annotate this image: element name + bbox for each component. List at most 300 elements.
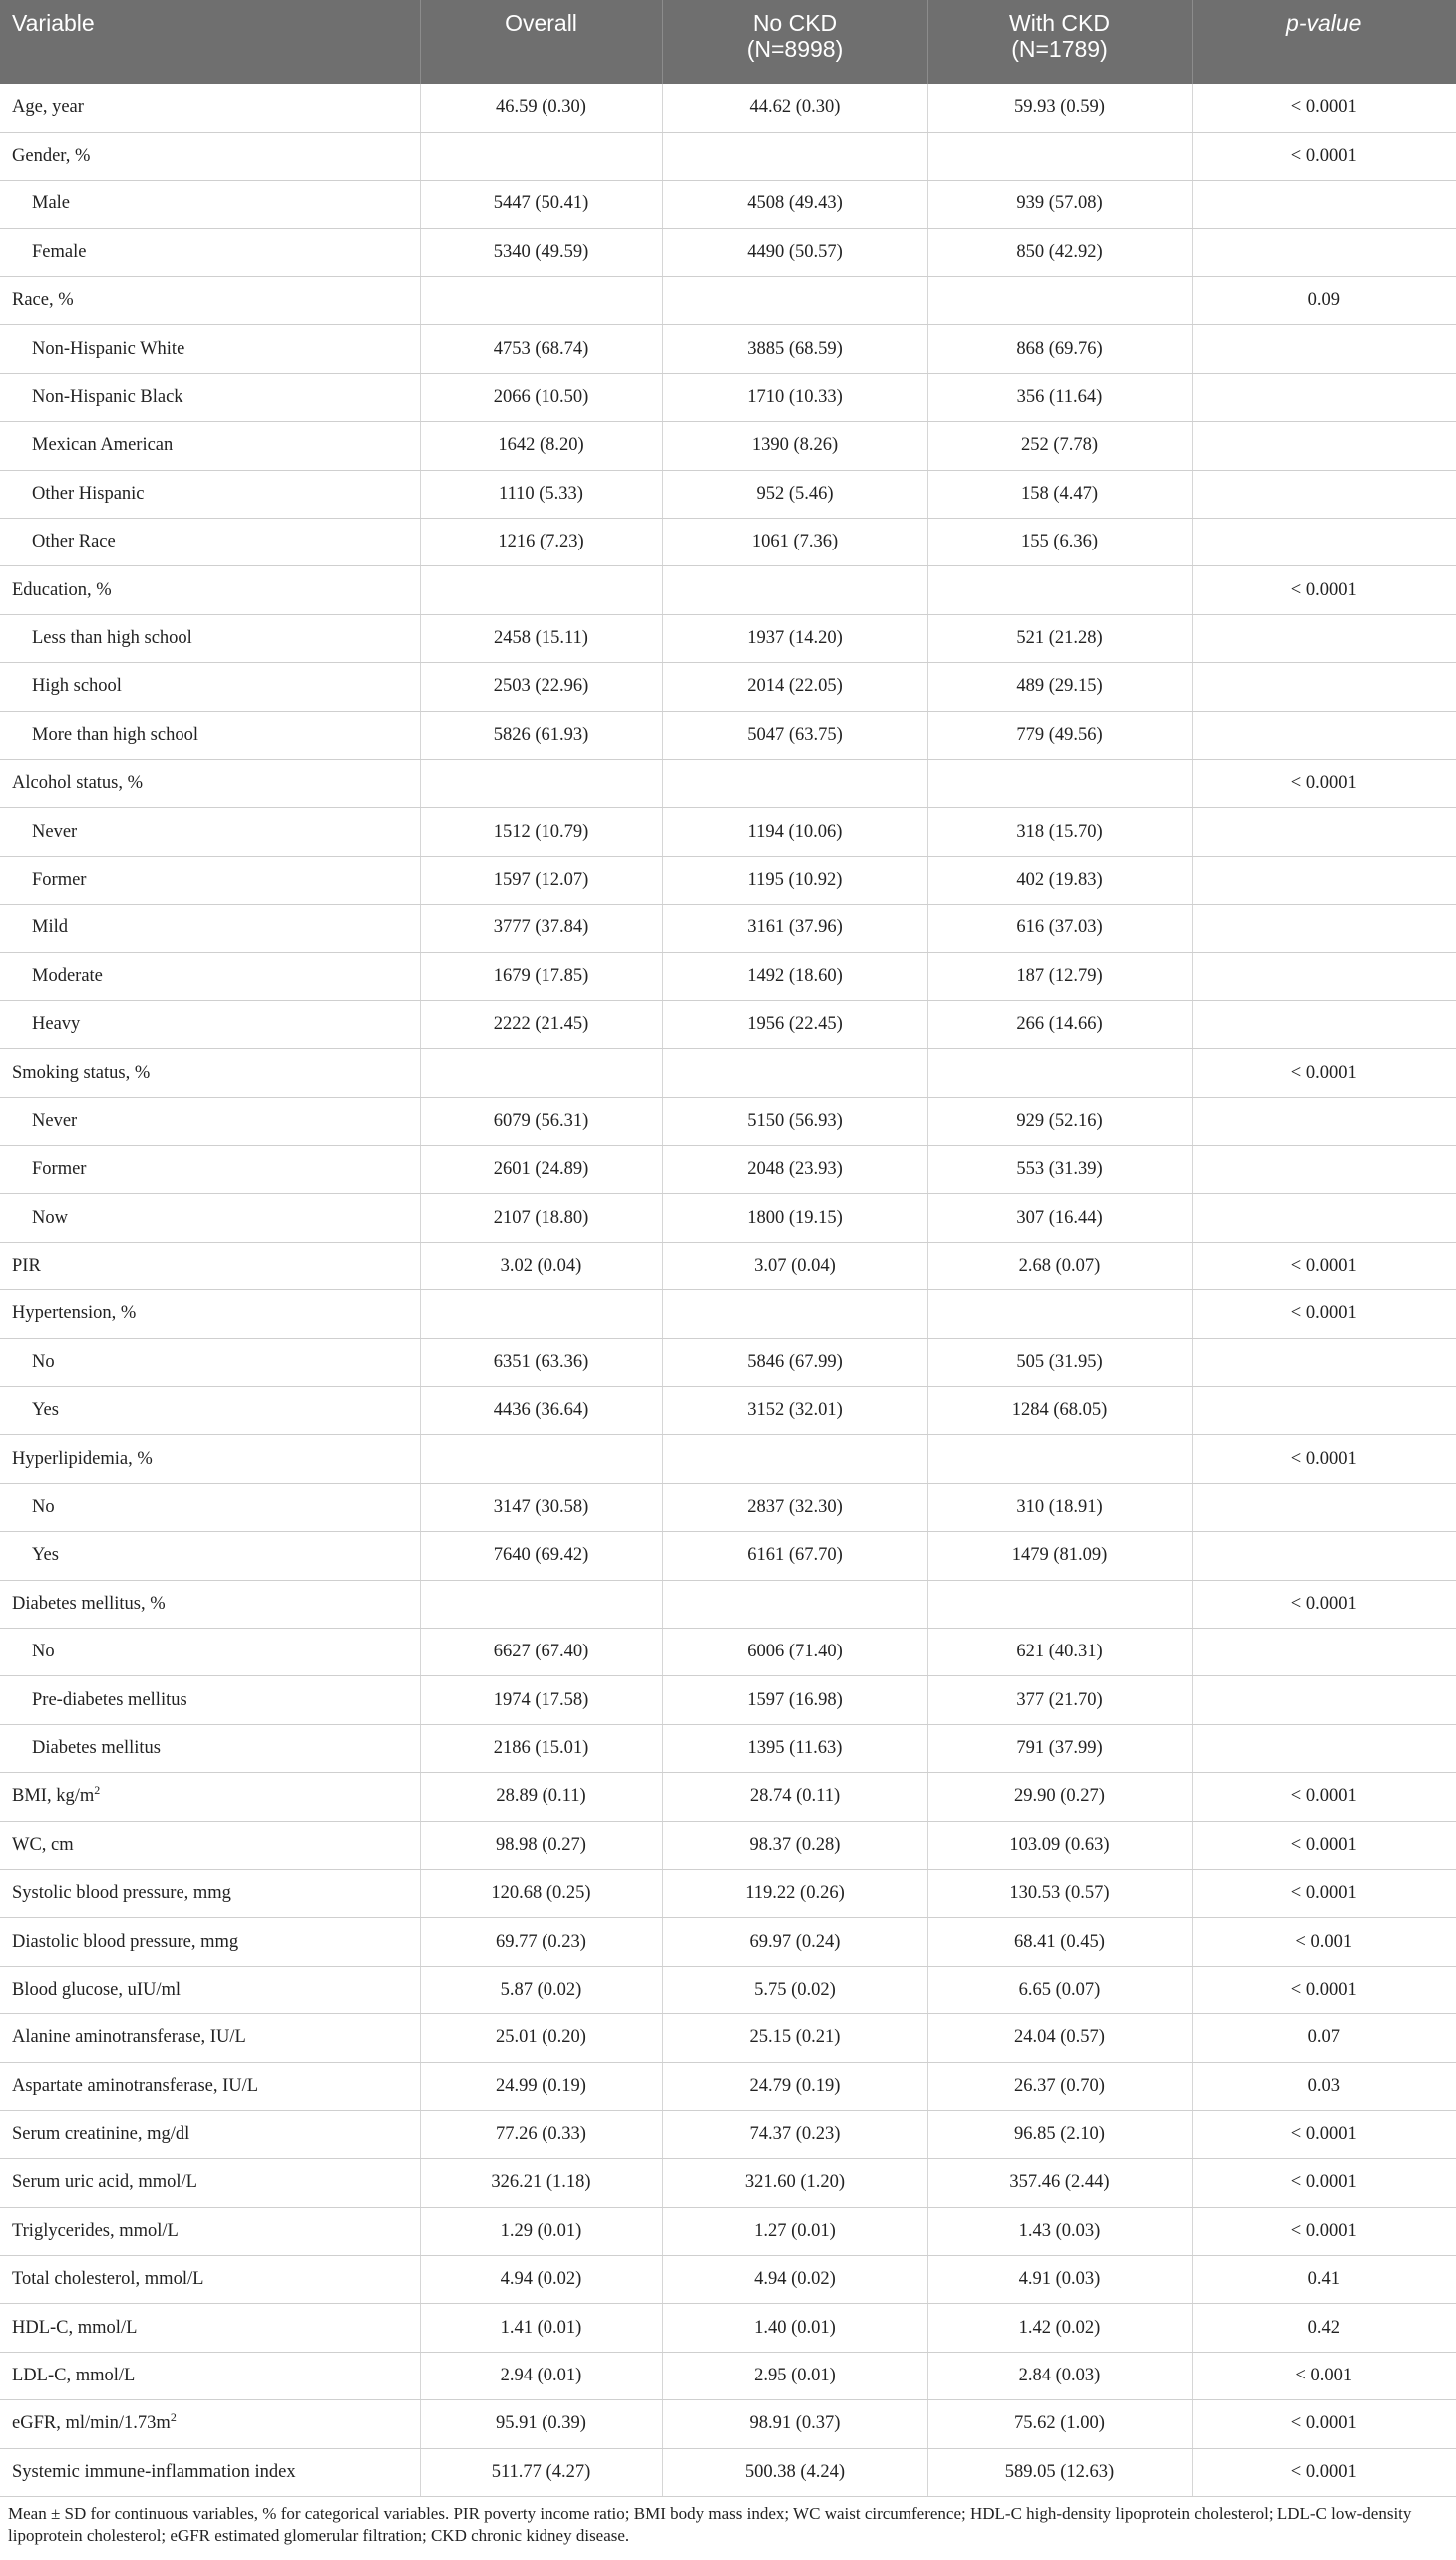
with-ckd-cell: 402 (19.83)	[927, 856, 1192, 904]
p-value-cell: < 0.0001	[1192, 1049, 1456, 1097]
overall-cell	[420, 1049, 662, 1097]
table-row	[0, 759, 1456, 807]
with-ckd-cell: 489 (29.15)	[927, 663, 1192, 711]
no-ckd-cell: 44.62 (0.30)	[662, 84, 927, 132]
overall-cell: 25.01 (0.20)	[420, 2014, 662, 2062]
no-ckd-cell: 119.22 (0.26)	[662, 1869, 927, 1917]
overall-cell	[420, 277, 662, 325]
overall-cell	[420, 566, 662, 614]
table-row	[0, 856, 1456, 904]
variable-cell: Mexican American	[0, 422, 420, 470]
with-ckd-cell: 6.65 (0.07)	[927, 1966, 1192, 2013]
table-row	[0, 2014, 1456, 2062]
no-ckd-cell	[662, 759, 927, 807]
no-ckd-cell: 4508 (49.43)	[662, 181, 927, 228]
table-row	[0, 2400, 1456, 2448]
variable-cell: Pre-diabetes mellitus	[0, 1676, 420, 1724]
overall-cell: 1679 (17.85)	[420, 952, 662, 1000]
variable-cell: BMI, $kg/m^2$	[0, 1773, 420, 1821]
with-ckd-cell: 26.37 (0.70)	[927, 2062, 1192, 2110]
no-ckd-cell: 1390 (8.26)	[662, 422, 927, 470]
with-ckd-cell: 266 (14.66)	[927, 1000, 1192, 1048]
overall-cell: 2458 (15.11)	[420, 614, 662, 662]
table-footnote: Mean ± SD for continuous variables, % for categorical variables. PIR poverty income ratio; BMI body mass index; WC waist circumference; HDL-C high-density lipoprotein cholesterol; LDL-C low-density lipoprotein cholesterol; eGFR estimated glomerular filtration; CKD chronic kidney disease.	[8, 2504, 1412, 2546]
variable-cell: Mild	[0, 905, 420, 952]
variable-cell: Systolic blood pressure, mmg	[0, 1869, 420, 1917]
table-row	[0, 952, 1456, 1000]
with-ckd-cell: 307 (16.44)	[927, 1194, 1192, 1242]
with-ckd-cell: 318 (15.70)	[927, 808, 1192, 856]
p-value-cell: < 0.0001	[1192, 1435, 1456, 1483]
p-value-cell	[1192, 228, 1456, 276]
p-value-cell	[1192, 663, 1456, 711]
table-row	[0, 663, 1456, 711]
variable-cell: Moderate	[0, 952, 420, 1000]
p-value-cell	[1192, 373, 1456, 421]
with-ckd-cell: 521 (21.28)	[927, 614, 1192, 662]
no-ckd-cell: 1937 (14.20)	[662, 614, 927, 662]
table-row	[0, 808, 1456, 856]
table-row	[0, 566, 1456, 614]
p-value-cell: < 0.0001	[1192, 2159, 1456, 2207]
variable-cell: Never	[0, 1097, 420, 1145]
table-row	[0, 1773, 1456, 1821]
variable-cell: Non-Hispanic White	[0, 325, 420, 373]
with-ckd-cell: 356 (11.64)	[927, 373, 1192, 421]
p-value-cell: < 0.0001	[1192, 759, 1456, 807]
with-ckd-cell: 553 (31.39)	[927, 1146, 1192, 1194]
p-value-cell: < 0.001	[1192, 1918, 1456, 1966]
no-ckd-cell: 1195 (10.92)	[662, 856, 927, 904]
no-ckd-cell: 5150 (56.93)	[662, 1097, 927, 1145]
with-ckd-cell: 929 (52.16)	[927, 1097, 1192, 1145]
p-value-cell: < 0.0001	[1192, 1821, 1456, 1869]
no-ckd-cell	[662, 1435, 927, 1483]
overall-cell: 1.29 (0.01)	[420, 2207, 662, 2255]
table-row	[0, 2062, 1456, 2110]
variable-cell: Never	[0, 808, 420, 856]
with-ckd-cell: 130.53 (0.57)	[927, 1869, 1192, 1917]
table-row	[0, 905, 1456, 952]
table-row	[0, 1097, 1456, 1145]
table-row	[0, 1966, 1456, 2013]
no-ckd-cell: 952 (5.46)	[662, 470, 927, 518]
header-variable: Variable	[12, 10, 95, 36]
p-value-cell: < 0.0001	[1192, 1242, 1456, 1289]
variable-cell: Total cholesterol, mmol/L	[0, 2256, 420, 2304]
header-with-ckd: With CKD (N=1789)	[927, 0, 1192, 84]
overall-cell: 4.94 (0.02)	[420, 2256, 662, 2304]
no-ckd-cell	[662, 1290, 927, 1338]
variable-cell: Serum uric acid, mmol/L	[0, 2159, 420, 2207]
table-row	[0, 1049, 1456, 1097]
p-value-cell: 0.09	[1192, 277, 1456, 325]
with-ckd-cell	[927, 1580, 1192, 1628]
variable-cell: Triglycerides, mmol/L	[0, 2207, 420, 2255]
variable-cell: Former	[0, 856, 420, 904]
variable-cell: Yes	[0, 1387, 420, 1435]
no-ckd-cell: 1710 (10.33)	[662, 373, 927, 421]
p-value-cell	[1192, 1097, 1456, 1145]
p-value-cell	[1192, 614, 1456, 662]
no-ckd-cell: 1492 (18.60)	[662, 952, 927, 1000]
p-value-cell	[1192, 856, 1456, 904]
table-row	[0, 711, 1456, 759]
overall-cell: 120.68 (0.25)	[420, 1869, 662, 1917]
p-value-cell: < 0.0001	[1192, 566, 1456, 614]
no-ckd-cell: 3161 (37.96)	[662, 905, 927, 952]
with-ckd-cell: 850 (42.92)	[927, 228, 1192, 276]
variable-cell: PIR	[0, 1242, 420, 1289]
overall-cell: 3.02 (0.04)	[420, 1242, 662, 1289]
with-ckd-cell	[927, 1290, 1192, 1338]
with-ckd-cell: 68.41 (0.45)	[927, 1918, 1192, 1966]
overall-cell: 24.99 (0.19)	[420, 2062, 662, 2110]
variable-cell: Aspartate aminotransferase, IU/L	[0, 2062, 420, 2110]
with-ckd-cell: 1.42 (0.02)	[927, 2304, 1192, 2352]
p-value-cell: < 0.0001	[1192, 2400, 1456, 2448]
no-ckd-cell: 74.37 (0.23)	[662, 2110, 927, 2158]
table-row	[0, 181, 1456, 228]
overall-cell: 1974 (17.58)	[420, 1676, 662, 1724]
variable-cell: Smoking status, %	[0, 1049, 420, 1097]
p-value-cell	[1192, 1146, 1456, 1194]
overall-cell: 6627 (67.40)	[420, 1629, 662, 1676]
with-ckd-cell: 103.09 (0.63)	[927, 1821, 1192, 1869]
with-ckd-cell: 4.91 (0.03)	[927, 2256, 1192, 2304]
no-ckd-cell: 1800 (19.15)	[662, 1194, 927, 1242]
table-row	[0, 1629, 1456, 1676]
p-value-cell	[1192, 808, 1456, 856]
variable-cell: Gender, %	[0, 132, 420, 180]
no-ckd-cell	[662, 132, 927, 180]
p-value-cell	[1192, 1629, 1456, 1676]
table-body	[0, 84, 1456, 2497]
with-ckd-cell: 621 (40.31)	[927, 1629, 1192, 1676]
no-ckd-cell	[662, 1049, 927, 1097]
with-ckd-cell: 939 (57.08)	[927, 181, 1192, 228]
variable-cell: High school	[0, 663, 420, 711]
variable-cell: Race, %	[0, 277, 420, 325]
variable-cell: Serum creatinine, mg/dl	[0, 2110, 420, 2158]
no-ckd-cell: 1395 (11.63)	[662, 1724, 927, 1772]
variable-cell: Yes	[0, 1532, 420, 1580]
overall-cell: 2186 (15.01)	[420, 1724, 662, 1772]
no-ckd-cell: 2837 (32.30)	[662, 1483, 927, 1531]
p-value-cell: < 0.0001	[1192, 2110, 1456, 2158]
table-row	[0, 470, 1456, 518]
table-row	[0, 373, 1456, 421]
no-ckd-cell: 98.37 (0.28)	[662, 1821, 927, 1869]
overall-cell: 5826 (61.93)	[420, 711, 662, 759]
overall-cell: 2503 (22.96)	[420, 663, 662, 711]
superscript: 2	[94, 1783, 101, 1798]
with-ckd-cell: 2.84 (0.03)	[927, 2352, 1192, 2399]
p-value-cell	[1192, 1483, 1456, 1531]
no-ckd-cell	[662, 1580, 927, 1628]
variable-cell: Diabetes mellitus	[0, 1724, 420, 1772]
table-row	[0, 1146, 1456, 1194]
with-ckd-cell: 29.90 (0.27)	[927, 1773, 1192, 1821]
with-ckd-cell: 377 (21.70)	[927, 1676, 1192, 1724]
no-ckd-cell: 1.40 (0.01)	[662, 2304, 927, 2352]
variable-cell: Former	[0, 1146, 420, 1194]
variable-cell: Other Race	[0, 519, 420, 566]
variable-cell: Non-Hispanic Black	[0, 373, 420, 421]
no-ckd-cell	[662, 277, 927, 325]
no-ckd-cell: 321.60 (1.20)	[662, 2159, 927, 2207]
overall-cell: 2107 (18.80)	[420, 1194, 662, 1242]
header-row	[0, 0, 1456, 84]
p-value-cell	[1192, 1676, 1456, 1724]
table-row	[0, 1676, 1456, 1724]
overall-cell: 1597 (12.07)	[420, 856, 662, 904]
table-row	[0, 1724, 1456, 1772]
variable-cell: Female	[0, 228, 420, 276]
overall-cell: 5.87 (0.02)	[420, 1966, 662, 2013]
p-value-cell: < 0.0001	[1192, 1773, 1456, 1821]
table-row	[0, 1483, 1456, 1531]
no-ckd-cell: 1.27 (0.01)	[662, 2207, 927, 2255]
table-row	[0, 1290, 1456, 1338]
table-row	[0, 1821, 1456, 1869]
with-ckd-cell: 24.04 (0.57)	[927, 2014, 1192, 2062]
p-value-cell: 0.03	[1192, 2062, 1456, 2110]
with-ckd-cell: 357.46 (2.44)	[927, 2159, 1192, 2207]
table-row	[0, 1242, 1456, 1289]
no-ckd-cell: 2.95 (0.01)	[662, 2352, 927, 2399]
overall-cell: 6079 (56.31)	[420, 1097, 662, 1145]
overall-cell: 4436 (36.64)	[420, 1387, 662, 1435]
variable-cell: Diabetes mellitus, %	[0, 1580, 420, 1628]
no-ckd-cell: 28.74 (0.11)	[662, 1773, 927, 1821]
overall-cell: 3147 (30.58)	[420, 1483, 662, 1531]
overall-cell: 5447 (50.41)	[420, 181, 662, 228]
with-ckd-cell: 59.93 (0.59)	[927, 84, 1192, 132]
p-value-cell	[1192, 711, 1456, 759]
variable-cell: HDL-C, mmol/L	[0, 2304, 420, 2352]
header-overall: Overall	[420, 0, 662, 84]
overall-cell	[420, 759, 662, 807]
table-row	[0, 1580, 1456, 1628]
no-ckd-cell: 3152 (32.01)	[662, 1387, 927, 1435]
overall-cell: 77.26 (0.33)	[420, 2110, 662, 2158]
variable-cell: No	[0, 1629, 420, 1676]
no-ckd-cell: 1194 (10.06)	[662, 808, 927, 856]
no-ckd-cell: 25.15 (0.21)	[662, 2014, 927, 2062]
p-value-cell	[1192, 1724, 1456, 1772]
table-row	[0, 422, 1456, 470]
no-ckd-cell: 5047 (63.75)	[662, 711, 927, 759]
table-row	[0, 84, 1456, 132]
table-row	[0, 614, 1456, 662]
table-row	[0, 277, 1456, 325]
with-ckd-cell	[927, 566, 1192, 614]
overall-cell: 95.91 (0.39)	[420, 2400, 662, 2448]
with-ckd-cell: 1.43 (0.03)	[927, 2207, 1192, 2255]
table-row	[0, 2352, 1456, 2399]
overall-cell	[420, 1435, 662, 1483]
superscript: 2	[170, 2410, 177, 2425]
with-ckd-cell: 2.68 (0.07)	[927, 1242, 1192, 1289]
variable-cell: More than high school	[0, 711, 420, 759]
p-value-cell: < 0.001	[1192, 2352, 1456, 2399]
with-ckd-cell: 1479 (81.09)	[927, 1532, 1192, 1580]
p-value-cell	[1192, 952, 1456, 1000]
p-value-cell	[1192, 1338, 1456, 1386]
table-row	[0, 1918, 1456, 1966]
overall-cell: 2601 (24.89)	[420, 1146, 662, 1194]
overall-cell: 1110 (5.33)	[420, 470, 662, 518]
table-row	[0, 2448, 1456, 2496]
table-row	[0, 519, 1456, 566]
no-ckd-cell: 3885 (68.59)	[662, 325, 927, 373]
p-value-cell	[1192, 325, 1456, 373]
p-value-cell: < 0.0001	[1192, 1580, 1456, 1628]
overall-cell: 1.41 (0.01)	[420, 2304, 662, 2352]
p-value-cell	[1192, 519, 1456, 566]
no-ckd-cell: 6006 (71.40)	[662, 1629, 927, 1676]
table-row	[0, 2304, 1456, 2352]
variable-cell: Hypertension, %	[0, 1290, 420, 1338]
p-value-cell: < 0.0001	[1192, 1869, 1456, 1917]
with-ckd-cell	[927, 759, 1192, 807]
p-value-cell: < 0.0001	[1192, 84, 1456, 132]
no-ckd-cell: 1956 (22.45)	[662, 1000, 927, 1048]
table-row	[0, 1435, 1456, 1483]
variable-cell: Male	[0, 181, 420, 228]
p-value-cell: < 0.0001	[1192, 1290, 1456, 1338]
p-value-cell	[1192, 422, 1456, 470]
overall-cell	[420, 1580, 662, 1628]
table-row	[0, 1338, 1456, 1386]
no-ckd-cell: 2014 (22.05)	[662, 663, 927, 711]
p-value-cell: < 0.0001	[1192, 1966, 1456, 2013]
p-value-cell: < 0.0001	[1192, 2448, 1456, 2496]
with-ckd-cell: 505 (31.95)	[927, 1338, 1192, 1386]
p-value-cell	[1192, 1532, 1456, 1580]
no-ckd-cell: 500.38 (4.24)	[662, 2448, 927, 2496]
table-row	[0, 2159, 1456, 2207]
overall-cell: 46.59 (0.30)	[420, 84, 662, 132]
no-ckd-cell: 2048 (23.93)	[662, 1146, 927, 1194]
no-ckd-cell: 1597 (16.98)	[662, 1676, 927, 1724]
overall-cell: 5340 (49.59)	[420, 228, 662, 276]
p-value-cell: < 0.0001	[1192, 2207, 1456, 2255]
no-ckd-cell: 24.79 (0.19)	[662, 2062, 927, 2110]
overall-cell: 326.21 (1.18)	[420, 2159, 662, 2207]
with-ckd-cell: 96.85 (2.10)	[927, 2110, 1192, 2158]
variable-cell: Systemic immune-inflammation index	[0, 2448, 420, 2496]
table-row	[0, 1387, 1456, 1435]
table-row	[0, 325, 1456, 373]
overall-cell: 6351 (63.36)	[420, 1338, 662, 1386]
variable-cell: Diastolic blood pressure, mmg	[0, 1918, 420, 1966]
with-ckd-cell: 1284 (68.05)	[927, 1387, 1192, 1435]
overall-cell: 511.77 (4.27)	[420, 2448, 662, 2496]
variable-cell: Less than high school	[0, 614, 420, 662]
no-ckd-cell: 5.75 (0.02)	[662, 1966, 927, 2013]
no-ckd-cell: 6161 (67.70)	[662, 1532, 927, 1580]
table-row	[0, 2256, 1456, 2304]
p-value-cell	[1192, 1194, 1456, 1242]
with-ckd-cell: 155 (6.36)	[927, 519, 1192, 566]
table-row	[0, 2207, 1456, 2255]
with-ckd-cell	[927, 132, 1192, 180]
no-ckd-cell: 69.97 (0.24)	[662, 1918, 927, 1966]
with-ckd-cell: 252 (7.78)	[927, 422, 1192, 470]
overall-cell: 4753 (68.74)	[420, 325, 662, 373]
header-no-ckd: No CKD (N=8998)	[662, 0, 927, 84]
overall-cell: 69.77 (0.23)	[420, 1918, 662, 1966]
variable-cell: No	[0, 1483, 420, 1531]
variable-cell: Alanine aminotransferase, IU/L	[0, 2014, 420, 2062]
no-ckd-cell: 3.07 (0.04)	[662, 1242, 927, 1289]
p-value-cell	[1192, 470, 1456, 518]
variable-cell: Heavy	[0, 1000, 420, 1048]
with-ckd-cell: 187 (12.79)	[927, 952, 1192, 1000]
no-ckd-cell: 5846 (67.99)	[662, 1338, 927, 1386]
variable-cell: Age, year	[0, 84, 420, 132]
table-row	[0, 132, 1456, 180]
header-p-value: p-value	[1192, 0, 1456, 84]
variable-cell: Hyperlipidemia, %	[0, 1435, 420, 1483]
no-ckd-cell: 4.94 (0.02)	[662, 2256, 927, 2304]
table-row	[0, 1532, 1456, 1580]
p-value-cell	[1192, 181, 1456, 228]
with-ckd-cell: 868 (69.76)	[927, 325, 1192, 373]
with-ckd-cell: 779 (49.56)	[927, 711, 1192, 759]
variable-cell: WC, cm	[0, 1821, 420, 1869]
variable-cell: LDL-C, mmol/L	[0, 2352, 420, 2399]
variable-cell: eGFR, $ml/\min/1.73m^2$	[0, 2400, 420, 2448]
with-ckd-cell	[927, 1435, 1192, 1483]
no-ckd-cell: 4490 (50.57)	[662, 228, 927, 276]
variable-cell: Education, %	[0, 566, 420, 614]
overall-cell: 2066 (10.50)	[420, 373, 662, 421]
table-row	[0, 1000, 1456, 1048]
variable-cell: Alcohol status, %	[0, 759, 420, 807]
p-value-cell	[1192, 1387, 1456, 1435]
overall-cell: 3777 (37.84)	[420, 905, 662, 952]
with-ckd-cell: 310 (18.91)	[927, 1483, 1192, 1531]
with-ckd-cell: 616 (37.03)	[927, 905, 1192, 952]
table-row	[0, 2110, 1456, 2158]
variable-cell: Other Hispanic	[0, 470, 420, 518]
overall-cell	[420, 132, 662, 180]
with-ckd-cell: 791 (37.99)	[927, 1724, 1192, 1772]
overall-cell: 2222 (21.45)	[420, 1000, 662, 1048]
no-ckd-cell: 98.91 (0.37)	[662, 2400, 927, 2448]
with-ckd-cell: 158 (4.47)	[927, 470, 1192, 518]
p-value-cell	[1192, 1000, 1456, 1048]
variable-cell: Blood glucose, uIU/ml	[0, 1966, 420, 2013]
table-row	[0, 1194, 1456, 1242]
with-ckd-cell	[927, 277, 1192, 325]
overall-cell	[420, 1290, 662, 1338]
overall-cell: 2.94 (0.01)	[420, 2352, 662, 2399]
with-ckd-cell: 75.62 (1.00)	[927, 2400, 1192, 2448]
no-ckd-cell: 1061 (7.36)	[662, 519, 927, 566]
no-ckd-cell	[662, 566, 927, 614]
variable-cell: No	[0, 1338, 420, 1386]
table-row	[0, 1869, 1456, 1917]
overall-cell: 1216 (7.23)	[420, 519, 662, 566]
variable-cell: Now	[0, 1194, 420, 1242]
p-value-cell: 0.07	[1192, 2014, 1456, 2062]
overall-cell: 7640 (69.42)	[420, 1532, 662, 1580]
p-value-cell: 0.42	[1192, 2304, 1456, 2352]
